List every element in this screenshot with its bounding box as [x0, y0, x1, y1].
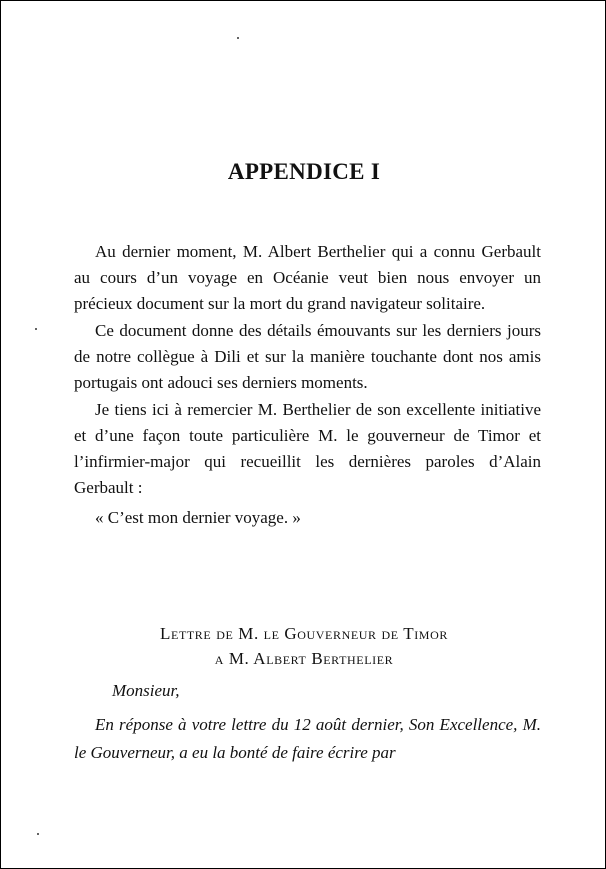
introduction [74, 239, 541, 531]
page-title: APPENDICE I [227, 159, 381, 184]
paragraph: Je tiens ici à remercier M. Berthelier de son excellente initiative et d’une façon toute particulière M. le gouverneur de Timor et l’infirmier-major qui recueillit les dernières paroles d’Alain Gerbault : [74, 400, 541, 497]
scan-speck [237, 37, 239, 39]
scan-speck [35, 328, 37, 330]
letter-paragraph: En réponse à votre lettre du 12 août dernier, Son Excellence, M. le Gouverneur, a eu la bonté de faire écrire par [74, 715, 541, 762]
letter-salutation: Monsieur, [112, 681, 180, 700]
letter-body [74, 677, 541, 767]
paragraph: Ce document donne des détails émouvants sur les derniers jours de notre collègue à Dili et sur la manière touchante dont nos amis portugais ont adouci ses derniers moments. [74, 321, 541, 392]
scan-speck [37, 833, 39, 835]
letter-heading-line-1: Lettre de M. le Gouverneur de Timor [160, 624, 448, 643]
letter-heading-line-2: a M. Albert Berthelier [214, 649, 394, 668]
quote-paragraph: « C’est mon dernier voyage. » [95, 508, 301, 527]
paragraph: Au dernier moment, M. Albert Berthelier qui a connu Gerbault au cours d’un voyage en Océanie veut bien nous envoyer un précieux document sur la mort du grand navigateur solitaire. [74, 242, 541, 313]
